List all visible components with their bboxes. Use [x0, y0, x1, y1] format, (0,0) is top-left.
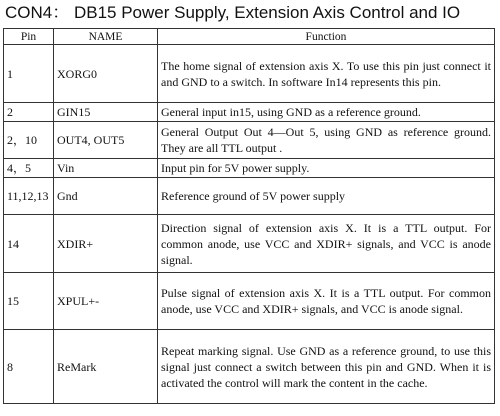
pin-cell: 2，10 [4, 122, 54, 159]
pin-cell: 2 [4, 103, 54, 122]
function-cell: The home signal of extension axis X. To use this pin just connect it and GND to a switch. In software In14 represents this pin. [158, 45, 495, 103]
pin-cell: 4，5 [4, 159, 54, 178]
table-row [4, 330, 495, 404]
table-row [4, 178, 495, 215]
table-row [4, 103, 495, 122]
name-cell: GIN15 [54, 103, 158, 122]
table-row [4, 215, 495, 273]
pin-cell: 8 [4, 330, 54, 404]
name-cell: XORG0 [54, 45, 158, 103]
pin-cell: 11,12,13 [4, 178, 54, 215]
function-cell: Repeat marking signal. Use GND as a reference ground, to use this signal just connect a switch between this pin and GND. When it is activated the control will mark the content in the cache. [158, 330, 495, 404]
function-cell: General input in15, using GND as a reference ground. [158, 103, 495, 122]
name-cell: ReMark [54, 330, 158, 404]
pin-cell: 14 [4, 215, 54, 273]
function-cell: Pulse signal of extension axis X. It is a TTL output. For common anode, use VCC and XDIR+ signals, and VCC is anode signal. [158, 273, 495, 330]
header-pin: Pin [4, 29, 54, 45]
function-cell: Input pin for 5V power supply. [158, 159, 495, 178]
header-name: NAME [54, 29, 158, 45]
table-row [4, 122, 495, 159]
name-cell: Gnd [54, 178, 158, 215]
name-cell: XPUL+- [54, 273, 158, 330]
table-row [4, 45, 495, 103]
header-function: Function [158, 29, 495, 45]
function-cell: Reference ground of 5V power supply [158, 178, 495, 215]
pin-cell: 15 [4, 273, 54, 330]
page-title: CON4： DB15 Power Supply, Extension Axis Control and IO [5, 3, 461, 22]
table-header-row [4, 29, 495, 45]
name-cell: Vin [54, 159, 158, 178]
table-row [4, 273, 495, 330]
name-cell: OUT4, OUT5 [54, 122, 158, 159]
function-cell: Direction signal of extension axis X. It is a TTL output. For common anode, use VCC and XDIR+ signals, and VCC is anode signal. [158, 215, 495, 273]
function-cell: General Output Out 4—Out 5, using GND as reference ground. They are all TTL output . [158, 122, 495, 159]
table-row [4, 159, 495, 178]
pin-table [3, 28, 495, 404]
name-cell: XDIR+ [54, 215, 158, 273]
pin-cell: 1 [4, 45, 54, 103]
